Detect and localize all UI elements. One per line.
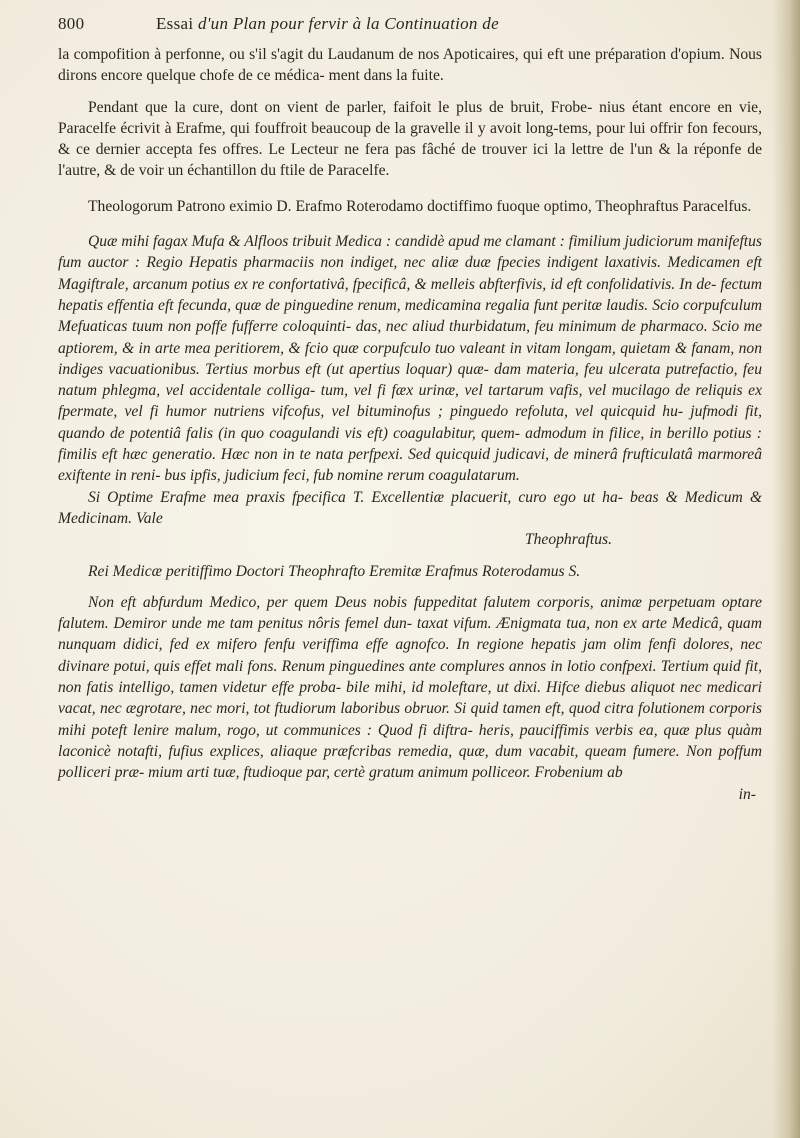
letter-address-erasmus: Rei Medicæ peritiffimo Doctori Theophrafto Eremitæ Erafmus Roterodamus S.: [88, 562, 581, 580]
letter-paracelsus-closing: Si Optime Erafme mea praxis fpecifica T. Excellentiæ placuerit, curo ego ut ha- beas & Medicum & Medicinam. Vale: [58, 488, 762, 527]
page-edge-shadow: [772, 0, 800, 1138]
running-title: [156, 14, 499, 34]
letter-address-paracelsus: Theologorum Patrono eximio D. Erafmo Roterodamo doctiffimo fuoque optimo, Theophraftus Paracelfus.: [88, 197, 752, 215]
paragraph-continuation: la compofition à perfonne, ou s'il s'agit du Laudanum de nos Apoticaires, qui eft une préparation d'opium. Nous dirons encore quelque chofe de ce médica- ment dans la fuite.: [58, 46, 762, 85]
paragraph-narrative: Pendant que la cure, dont on vient de parler, faifoit le plus de bruit, Frobe- nius étant encore en vie, Paracelfe écrivit à Erafme, qui fouffroit beaucoup de la gravelle il y avoit long-tems, pour lui offrir fon fecours, & ce dernier accepta fes offres. Le Lecteur ne fera pas fâché de trouver ici la lettre de l'un & la réponfe de l'autre, & de voir un échantillon du ftile de Paracelfe.: [58, 98, 762, 180]
running-header: [58, 14, 758, 40]
signature-theophrastus: Theophraftus.: [524, 531, 612, 549]
letter-paracelsus-body: Quæ mihi fagax Mufa & Alfloos tribuit Medica : candidè apud me clamant : fimilium judiciorum manifeftus fum auctor : Regio Hepatis pharmaciis non indiget, nec aliæ duæ fpecies indigent laxativis. Medicamen eft Magiftrale, arcanum potius ex re confortativâ, fpecificâ, & melleis abfterfivis, id eft confolidativis. In de- fectum hepatis effentia eft fecunda, quæ de pinguedine renum, medicamina regalia funt peritæ laudis. Scio corpufculum Mefuaticas tuum non poffe fufferre coloquinti- das, nec aliud thurbidatum, feu minimum de pharmaco. Scio me aptiorem, & in arte mea peritiorem, & fcio quæ corpufculo tuo valeant in vitam longam, quietam & fanam, non indiges vacuationibus. Tertius morbus eft (ut apertius loquar) quæ- dam materia, feu ulcerata putrefactio, feu natum phlegma, vel accidentale colliga- tum, vel fi fæx urinæ, vel tartarum vafis, vel mucilago de reliquis ex fpermate, vel fi humor nutriens vifcofus, vel bituminofus ; pinguedo refoluta, vel quicquid hu- jufmodi fit, quando de potentiâ falis (in quo coagulandi vis eft) coagulabitur, quem- admodum in filice, in berillo potius : fimilis eft hæc generatio. Hæc non in te nata perfpexi. Sed quicquid judicavi, de minerâ frufticulatâ marmoreâ exiftente in reni- bus ipfis, judicium feci, fub nomine rerum coagulatarum.: [58, 233, 762, 485]
running-title-italic: d'un Plan pour fervir à la Continuation de: [197, 14, 499, 33]
body-text: [58, 44, 762, 805]
catchword: in-: [738, 785, 756, 803]
running-title-roman: Essai: [156, 14, 198, 33]
page-number: 800: [58, 14, 85, 33]
letter-erasmus-body: Non eft abfurdum Medico, per quem Deus nobis fuppeditat falutem corporis, animæ perpetuam optare falutem. Demiror unde me tam penitus nôris femel dun- taxat vifum. Ænigmata tua, non ex arte Medicâ, quam nunquam didici, fed ex mifero fenfu veriffima effe agnofco. In regione hepatis jam olim fenfi dolores, nec divinare potui, quis effet mali fons. Renum pinguedines ante complures annos in lotio confpexi. Tertium quid fit, non fatis intelligo, tamen videtur effe proba- bile mihi, id moleftare, ut dixi. Hifce diebus aliquot nec medicari vacat, nec ægrotare, nec mori, tot ftudiorum laboribus obruor. Si quid tamen eft, quod citra folutionem corporis mihi poteft lenire malum, rogo, ut communices : Quod fi diftra- heris, pauciffimis verbis ea, quæ plus quàm laconicè notafti, fufius explices, aliaque præfcribas remedia, quæ, dum vacabit, queam fumere. Non poffum polliceri præ- mium arti tuæ, ftudioque par, certè gratum animum polliceor. Frobenium ab: [58, 593, 762, 782]
